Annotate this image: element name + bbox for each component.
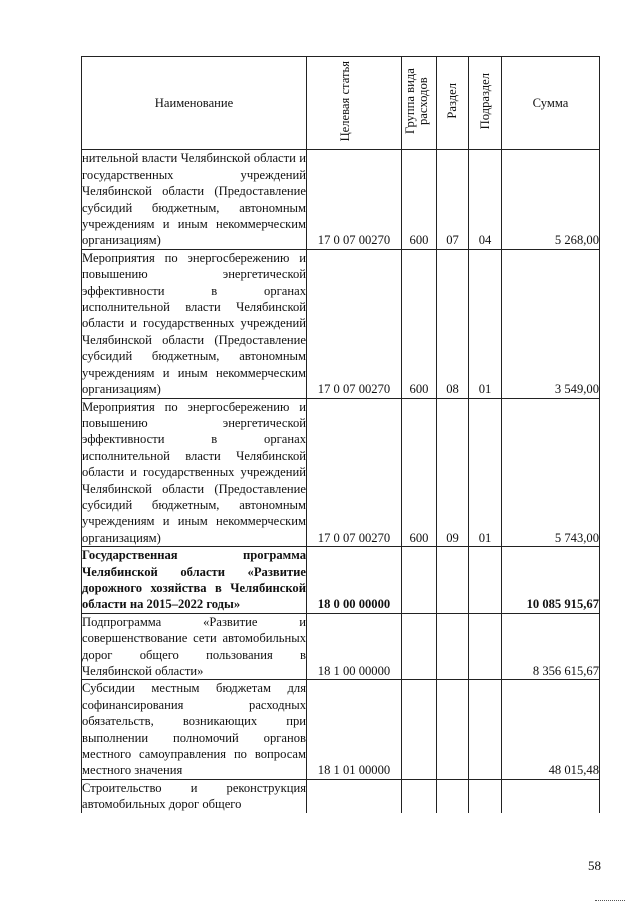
row-article: 18 1 01 00000	[307, 680, 402, 779]
row-group: 600	[402, 398, 437, 547]
table-row	[82, 547, 600, 614]
row-section: 07	[437, 150, 469, 249]
header-subsection: Подраздел	[469, 57, 502, 150]
row-name: Государственная программа Челябинской области «Развитие дорожного хозяйства в Челябинской области на 2015–2022 годы»	[82, 548, 306, 612]
table-row	[82, 680, 600, 779]
row-subsection	[469, 779, 502, 812]
header-group: Группа вида расходов	[402, 57, 437, 150]
row-group	[402, 547, 437, 614]
row-section	[437, 547, 469, 614]
row-group	[402, 613, 437, 680]
row-subsection	[469, 613, 502, 680]
row-subsection: 01	[469, 398, 502, 547]
row-subsection	[469, 547, 502, 614]
row-name: Субсидии местным бюджетам для софинансирования расходных обязательств, возникающих при выполнении полномочий органов местного самоуправления по вопросам местного значения	[82, 681, 306, 778]
row-sum: 48 015,48	[502, 680, 600, 779]
row-name: Мероприятия по энергосбережению и повышению энергетической эффективности в органах исполнительной власти Челябинской области и государственных учреждений Челябинской области (Предоставление субсидий бюджетным, автономным учреждениям и иным некоммерческим организациям)	[82, 250, 306, 397]
table-row	[82, 779, 600, 812]
row-article	[307, 779, 402, 812]
budget-table	[81, 56, 600, 813]
row-section	[437, 779, 469, 812]
row-article: 18 0 00 00000	[307, 547, 402, 614]
row-name: Мероприятия по энергосбережению и повышению энергетической эффективности в органах исполнительной власти Челябинской области и государственных учреждений Челябинской области (Предоставление субсидий бюджетным, автономным учреждениям и иным некоммерческим организациям)	[82, 399, 306, 545]
row-article: 18 1 00 00000	[307, 613, 402, 680]
row-name: Строительство и реконструкция автомобильных дорог общего	[82, 780, 306, 812]
row-sum: 5 743,00	[502, 398, 600, 547]
table-row	[82, 150, 600, 249]
row-group: 600	[402, 150, 437, 249]
row-section	[437, 613, 469, 680]
row-sum: 8 356 615,67	[502, 613, 600, 680]
table-row	[82, 613, 600, 680]
row-group: 600	[402, 249, 437, 398]
row-sum	[502, 779, 600, 812]
header-article: Целевая статья	[307, 57, 402, 150]
row-article: 17 0 07 00270	[307, 249, 402, 398]
row-group	[402, 779, 437, 812]
header-sum: Сумма	[502, 57, 600, 150]
row-article: 17 0 07 00270	[307, 150, 402, 249]
row-article: 17 0 07 00270	[307, 398, 402, 547]
row-name: Подпрограмма «Развитие и совершенствование сети автомобильных дорог общего пользования в Челябинской области»	[82, 614, 306, 678]
row-sum: 5 268,00	[502, 150, 600, 249]
row-sum: 3 549,00	[502, 249, 600, 398]
scan-mark	[595, 900, 625, 902]
table-row	[82, 249, 600, 398]
row-subsection	[469, 680, 502, 779]
header-section: Раздел	[437, 57, 469, 150]
row-section: 09	[437, 398, 469, 547]
row-subsection: 01	[469, 249, 502, 398]
row-group	[402, 680, 437, 779]
page-number: 58	[588, 858, 601, 873]
row-name: нительной власти Челябинской области и государственных учреждений Челябинской области (Предоставление субсидий бюджетным, автономным учреждениям и иным некоммерческим организациям)	[82, 151, 306, 248]
header-name: Наименование	[82, 57, 307, 150]
row-subsection: 04	[469, 150, 502, 249]
table-row	[82, 398, 600, 547]
row-sum: 10 085 915,67	[502, 547, 600, 614]
row-section	[437, 680, 469, 779]
row-section: 08	[437, 249, 469, 398]
table-header-row	[82, 57, 600, 150]
